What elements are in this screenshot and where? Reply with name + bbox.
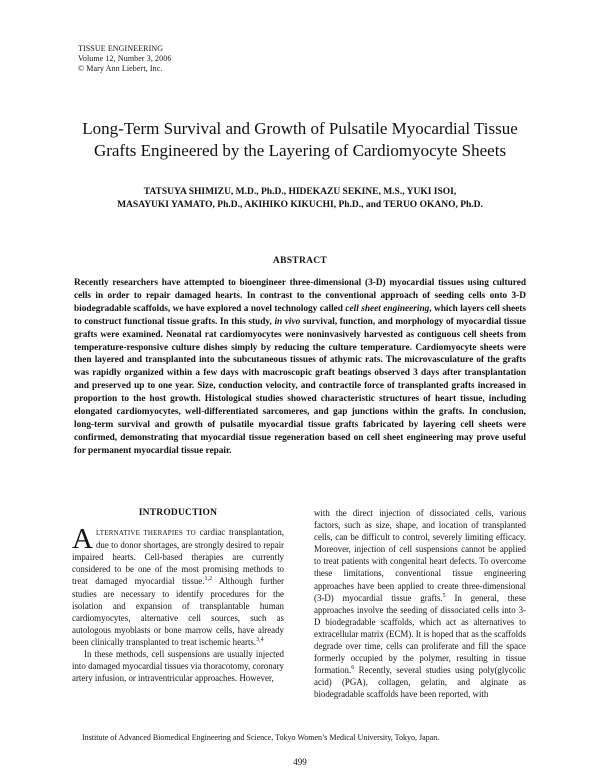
small-caps-lead: LTERNATIVE THERAPIES TO — [95, 529, 196, 538]
intro-paragraph-1 — [72, 523, 284, 648]
title-line-1: Long-Term Survival and Growth of Pulsatile Myocardial Tissue — [82, 119, 518, 138]
introduction-heading: INTRODUCTION — [138, 508, 218, 518]
right-text-c: Recently, several studies using poly(glycolic acid) (PGA), collagen, gelatin, and alginate as biodegradable scaffolds have been reported, with — [314, 665, 526, 700]
drop-cap: A — [72, 523, 93, 556]
journal-copyright: © Mary Ann Liebert, Inc. — [78, 64, 163, 73]
journal-header — [78, 44, 171, 74]
authors-line-1: TATSUYA SHIMIZU, M.D., Ph.D., HIDEKAZU SEKINE, M.S., YUKI ISOI, — [143, 187, 457, 197]
abstract-text-1: Recently researchers have attempted to bioengineer three-dimensional (3-D) myocardial tissues using cultured cells in order to repair damaged hearts. In contrast to the conventional approach of seeding cells onto 3-D biodegradable scaffolds, we have explored a novel technology called — [74, 278, 526, 314]
journal-name: TISSUE ENGINEERING — [78, 44, 164, 53]
abstract-body — [74, 277, 526, 458]
citation-1-2: 1,2 — [204, 576, 212, 583]
affiliation-footnote: Institute of Advanced Biomedical Engineering and Science, Tokyo Women’s Medical University, Tokyo, Japan. — [82, 733, 440, 742]
journal-volume: Volume 12, Number 3, 2006 — [78, 54, 172, 63]
abstract-italic-in-vivo: in vivo — [274, 316, 301, 327]
abstract-text-3: survival, function, and morphology of myocardial tissue grafts were examined. Neonatal rat cardiomyocytes were noninvasively harvested as contiguous cell sheets from temperature-responsive culture dishes simply by reducing the culture temperature. Cardiomyocyte sheets were then layered and transplanted into the subcutaneous tissues of athymic rats. The microvasculature of the grafts was rapidly organized within a few days with macroscopic graft beatings observed 3 days after transplantation and preserved up to one year. Size, conduction velocity, and contractile force of transplanted grafts increased in proportion to the host growth. Histological studies showed characteristic structures of heart tissue, including elongated cardiomyocytes, well-differentiated sarcomeres, and gap junctions within the grafts. In conclusion, long-term survival and growth of pulsatile myocardial tissue grafts fabricated by layering cell sheets were confirmed, demonstrating that myocardial tissue regeneration based on cell sheet engineering may prove useful for permanent myocardial tissue repair. — [74, 316, 526, 456]
right-text-a: with the direct injection of dissociated cells, various factors, such as size, shape, and location of transplanted cells, can be difficult to control, severely limiting efficacy. Moreover, injection of cell suspensions cannot be applied to treat patients with congenital heart defects. To overcome these limitations, conventional tissue engineering approaches have been applied to create three-dimensional (3-D) myocardial tissue grafts. — [314, 508, 526, 603]
page-number: 499 — [293, 757, 307, 767]
article-title — [40, 118, 560, 162]
right-column — [314, 507, 526, 701]
right-text-b: In general, these approaches involve the seeding of dissociated cells into 3-D biodegradable scaffolds, which act as alternatives to extracellular matrix (ECM). It is hoped that as the scaffolds degrade over time, cells can proliferate and fill the space formerly occupied by the polymer, resulting in tissue formation. — [314, 592, 526, 676]
authors-line-2: MASAYUKI YAMATO, Ph.D., AKIHIKO KIKUCHI, Ph.D., and TERUO OKANO, Ph.D. — [117, 200, 483, 210]
intro-p1-mid: Although further studies are necessary to identify procedures for the isolation and expansion of transplantable human cardiomyocytes, alternative cell sources, such as autologous myoblasts or bone marrow cells, have already been clinically transplanted to treat ischemic hearts. — [72, 576, 284, 647]
right-paragraph — [314, 507, 526, 701]
abstract-text-2: , which layers cell sheets to construct functional tissue grafts. In this study, — [74, 303, 527, 327]
abstract-italic-cell-sheet: cell sheet engineering — [345, 303, 430, 314]
abstract-heading: ABSTRACT — [272, 256, 328, 266]
left-column — [72, 507, 284, 684]
author-list — [60, 186, 540, 212]
citation-3-4: 3,4 — [256, 636, 264, 643]
intro-p1-start: cardiac transplantation, due to donor shortages, are strongly desired to repair impaired hearts. Cell-based therapies are currently considered to be one of the most promising methods to treat damaged myocardial tissue. — [72, 527, 284, 587]
citation-5: 5 — [442, 592, 446, 599]
intro-paragraph-2: In these methods, cell suspensions are usually injected into damaged myocardial tissues via thoracotomy, coronary artery infusion, or intraventricular approaches. However, — [72, 649, 284, 684]
citation-6: 6 — [351, 665, 355, 672]
title-line-2: Grafts Engineered by the Layering of Cardiomyocyte Sheets — [93, 141, 507, 160]
